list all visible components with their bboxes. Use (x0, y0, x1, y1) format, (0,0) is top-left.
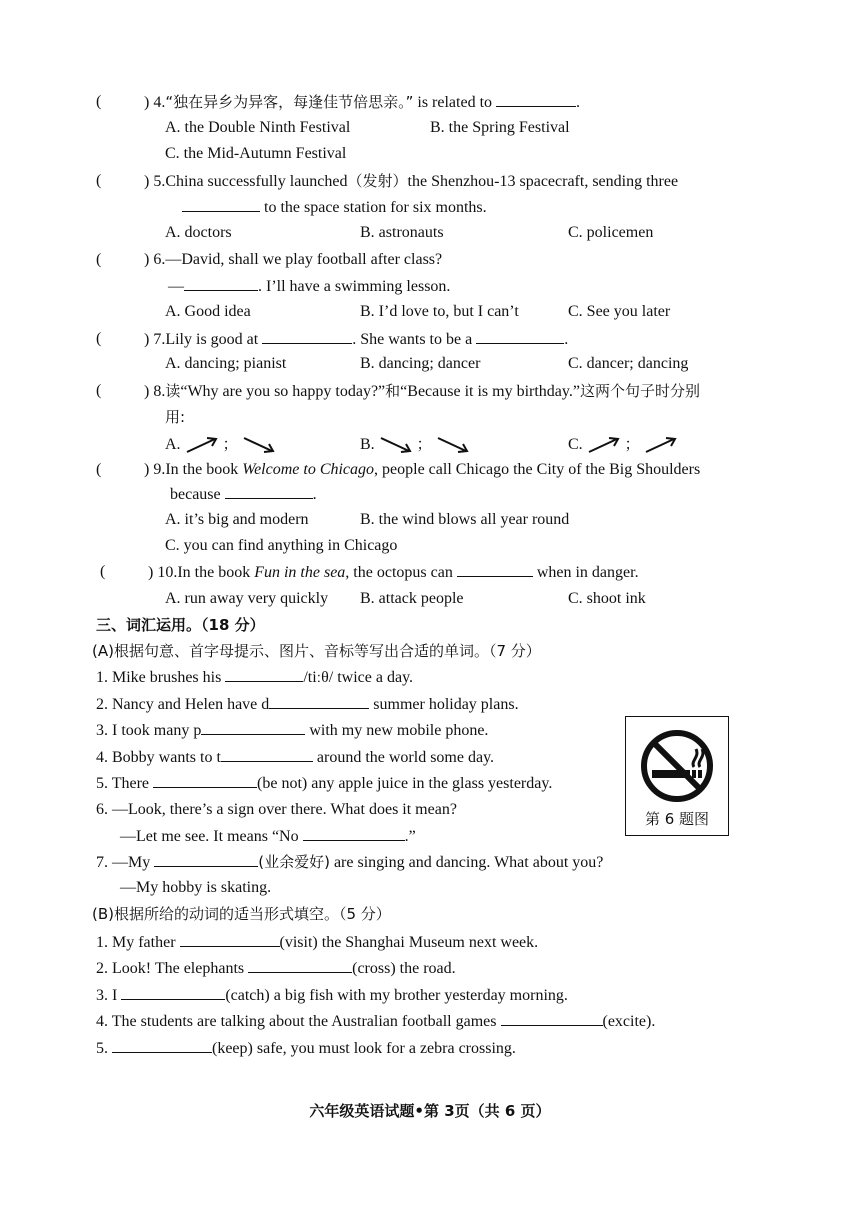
vocab-blank-6[interactable] (303, 826, 405, 841)
q5-stem: ) 5.China successfully launched（发射）the Shenzhou-13 spacecraft, sending three (144, 172, 679, 190)
section-3-heading: 三、词汇运用。（18 分） (96, 616, 265, 634)
verb-item-4: 4. The students are talking about the Australian football games (excite). (96, 1013, 656, 1030)
sign-caption: 第 6 题图 (644, 810, 710, 828)
vocab-blank-7[interactable] (154, 852, 258, 867)
q9-stem-2: because . (170, 486, 317, 503)
q10-blank[interactable] (457, 562, 533, 577)
vocab-blank-4[interactable] (221, 747, 313, 762)
q10-option-b: B. attack people (360, 590, 464, 607)
q5-option-b: B. astronauts (360, 224, 444, 241)
q7-stem: ) 7.Lily is good at . She wants to be a . (144, 331, 569, 348)
q7-paren: ( (96, 330, 102, 347)
q10-option-c: C. shoot ink (568, 590, 646, 607)
verb-item-3: 3. I (catch) a big fish with my brother yesterday morning. (96, 987, 568, 1004)
vocab-item-6: 6. —Look, there’s a sign over there. What does it mean? (96, 801, 457, 818)
q8-paren: ( (96, 382, 102, 399)
q10-option-a: A. run away very quickly (165, 590, 329, 607)
q5-option-a: A. doctors (165, 224, 232, 241)
q9-stem: ) 9.In the book Welcome to Chicago, people call Chicago the City of the Big Shoulders (144, 461, 701, 478)
vocab-item-2: 2. Nancy and Helen have d summer holiday plans. (96, 696, 519, 713)
falling-intonation-icon (379, 436, 413, 454)
vocab-blank-1[interactable] (225, 667, 303, 682)
q6-option-c: C. See you later (568, 303, 671, 320)
no-smoking-icon (638, 727, 716, 805)
no-smoking-sign-figure (625, 716, 729, 836)
q4-blank[interactable] (496, 92, 576, 107)
verb-blank-4[interactable] (501, 1011, 603, 1026)
part-b-instructions: (B)根据所给的动词的适当形式填空。（5 分） (92, 905, 391, 923)
falling-intonation-icon (242, 436, 276, 454)
vocab-item-6-reply: —Let me see. It means “No .” (120, 828, 416, 845)
q6-blank[interactable] (184, 276, 258, 291)
q7-option-a: A. dancing; pianist (165, 355, 287, 372)
q5-option-c: C. policemen (568, 224, 654, 241)
q4-option-b: B. the Spring Festival (430, 119, 570, 136)
q7-option-b: B. dancing; dancer (360, 355, 481, 372)
q8-option-b: B. ； (360, 434, 470, 455)
falling-intonation-icon (436, 436, 470, 454)
q9-blank[interactable] (225, 484, 313, 499)
q9-option-c: C. you can find anything in Chicago (165, 537, 398, 554)
rising-intonation-icon (185, 436, 219, 454)
q5-stem-2: to the space station for six months. (182, 197, 487, 218)
q8-stem-2: 用: (165, 408, 186, 426)
vocab-item-4: 4. Bobby wants to t around the world some day. (96, 749, 495, 766)
vocab-item-5: 5. There (be not) any apple juice in the glass yesterday. (96, 775, 553, 792)
vocab-item-1: 1. Mike brushes his /tiːθ/ twice a day. (96, 669, 414, 686)
q4-option-a: A. the Double Ninth Festival (165, 119, 351, 136)
page-footer: 六年级英语试题•第 3页（共 6 页） (309, 1102, 551, 1120)
q8-option-c: C. ； (568, 434, 678, 455)
q9-option-a: A. it’s big and modern (165, 511, 309, 528)
q5-blank[interactable] (182, 197, 260, 212)
q6-paren: ( (96, 251, 102, 268)
rising-intonation-icon (587, 436, 621, 454)
verb-blank-5[interactable] (112, 1038, 212, 1053)
q7-blank-1[interactable] (262, 329, 352, 344)
verb-item-5: 5. (keep) safe, you must look for a zebra crossing. (96, 1040, 516, 1057)
vocab-item-3: 3. I took many p with my new mobile phone. (96, 722, 489, 739)
q10-stem: ) 10.In the book Fun in the sea, the octopus can when in danger. (148, 564, 639, 581)
q9-option-b: B. the wind blows all year round (360, 511, 570, 528)
vocab-item-7: 7. —My (业余爱好) are singing and dancing. What about you? (96, 853, 604, 871)
vocab-blank-5[interactable] (153, 773, 257, 788)
q9-paren: ( (96, 461, 102, 478)
part-a-instructions: (A)根据句意、首字母提示、图片、音标等写出合适的单词。（7 分） (92, 642, 541, 660)
verb-item-2: 2. Look! The elephants (cross) the road. (96, 960, 456, 977)
rising-intonation-icon (644, 436, 678, 454)
q10-paren: ( (100, 563, 106, 580)
vocab-blank-3[interactable] (201, 720, 305, 735)
verb-blank-1[interactable] (180, 932, 280, 947)
verb-blank-3[interactable] (121, 985, 225, 1000)
q4-paren: ( (96, 93, 102, 110)
q6-option-a: A. Good idea (165, 303, 251, 320)
q6-reply: — . I’ll have a swimming lesson. (168, 278, 451, 295)
q5-paren: ( (96, 172, 102, 189)
verb-blank-2[interactable] (248, 958, 352, 973)
q6-stem: ) 6.—David, shall we play football after class? (144, 251, 443, 268)
q6-option-b: B. I’d love to, but I can’t (360, 303, 519, 320)
q4-option-c: C. the Mid-Autumn Festival (165, 145, 347, 162)
q7-option-c: C. dancer; dancing (568, 355, 689, 372)
vocab-blank-2[interactable] (269, 694, 369, 709)
vocab-item-7-reply: —My hobby is skating. (120, 879, 272, 896)
q7-blank-2[interactable] (476, 329, 564, 344)
verb-item-1: 1. My father (visit) the Shanghai Museum next week. (96, 934, 539, 951)
q8-option-a: A. ； (165, 434, 276, 455)
q4-stem: ) 4.“独在异乡为异客，每逢佳节倍思亲。” is related to . (144, 93, 581, 111)
q8-stem: ) 8.读“Why are you so happy today?”和“Because it is my birthday.”这两个句子时分别 (144, 382, 700, 400)
